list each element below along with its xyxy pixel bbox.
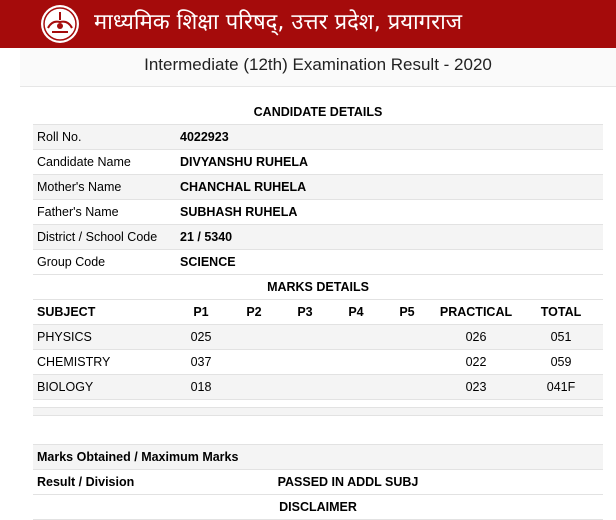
result-row: [33, 470, 603, 495]
board-title: माध्यमिक शिक्षा परिषद्, उत्तर प्रदेश, प्रयागराज: [94, 10, 463, 35]
col-practical: PRACTICAL: [439, 305, 513, 319]
mother-value: CHANCHAL RUHELA: [180, 180, 307, 194]
total-cell: 041F: [546, 380, 576, 394]
district-label: District / School Code: [37, 230, 158, 244]
father-value: SUBHASH RUHELA: [180, 205, 298, 219]
page-title: Intermediate (12th) Examination Result - 2020: [20, 48, 616, 87]
subject-cell: BIOLOGY: [37, 380, 94, 394]
p1-cell: 018: [190, 380, 212, 394]
practical-cell: 022: [465, 355, 487, 369]
col-total: TOTAL: [540, 305, 582, 319]
site-header: [0, 0, 616, 48]
roll-label: Roll No.: [37, 130, 82, 144]
marks-header-row: [33, 300, 603, 325]
name-label: Candidate Name: [37, 155, 131, 169]
subject-cell: PHYSICS: [37, 330, 92, 344]
candidate-row-mother: [33, 175, 603, 200]
divider: [33, 408, 603, 416]
practical-cell: 023: [465, 380, 487, 394]
col-p3: P3: [297, 305, 313, 319]
candidate-details-heading: CANDIDATE DETAILS: [33, 100, 603, 125]
marks-obtained-row: [33, 445, 603, 470]
district-value: 21 / 5340: [180, 230, 233, 244]
name-value: DIVYANSHU RUHELA: [180, 155, 309, 169]
group-value: SCIENCE: [180, 255, 236, 269]
table-row: [33, 325, 603, 350]
p1-cell: 037: [190, 355, 212, 369]
divider: [33, 400, 603, 408]
total-cell: 051: [550, 330, 572, 344]
marks-details-heading: MARKS DETAILS: [33, 275, 603, 300]
roll-value: 4022923: [180, 130, 229, 144]
col-subject: SUBJECT: [37, 305, 96, 319]
result-panel: [33, 100, 603, 520]
result-label: Result / Division: [37, 475, 135, 489]
table-row: [33, 375, 603, 400]
up-emblem-icon: [40, 4, 80, 44]
father-label: Father's Name: [37, 205, 119, 219]
subject-cell: CHEMISTRY: [37, 355, 111, 369]
candidate-row-district: [33, 225, 603, 250]
col-p4: P4: [348, 305, 364, 319]
marks-obtained-label: Marks Obtained / Maximum Marks: [37, 450, 239, 464]
result-value: PASSED IN ADDL SUBJ: [277, 475, 419, 489]
total-cell: 059: [550, 355, 572, 369]
disclaimer-heading: DISCLAIMER: [33, 495, 603, 520]
candidate-row-father: [33, 200, 603, 225]
mother-label: Mother's Name: [37, 180, 122, 194]
table-row: [33, 350, 603, 375]
group-label: Group Code: [37, 255, 106, 269]
candidate-row-roll: [33, 125, 603, 150]
col-p2: P2: [246, 305, 262, 319]
col-p1: P1: [193, 305, 209, 319]
practical-cell: 026: [465, 330, 487, 344]
candidate-row-group: [33, 250, 603, 275]
spacer-row: [33, 416, 603, 445]
candidate-row-name: [33, 150, 603, 175]
p1-cell: 025: [190, 330, 212, 344]
col-p5: P5: [399, 305, 415, 319]
